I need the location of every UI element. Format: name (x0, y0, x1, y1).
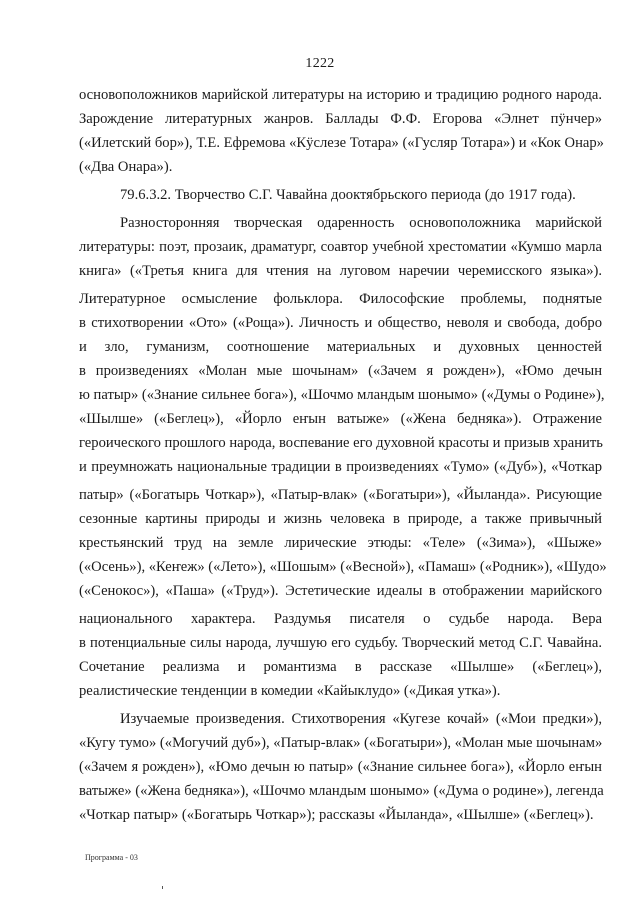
text-line: реалистические тенденции в комедии «Кайыклудо» («Дикая утка»). (79, 683, 501, 699)
text-line: национального характера. Раздумья писателя о судьбе народа. Вера (79, 611, 602, 627)
text-line: Сочетание реализма и романтизма в рассказе «Шылше» («Беглец»), (79, 659, 602, 675)
text-line: крестьянский труд на земле лирические этюды: «Теле» («Зима»), «Шыже» (79, 535, 602, 551)
text-line: Изучаемые произведения. Стихотворения «Кугезе кочай» («Мои предки»), (120, 711, 602, 727)
text-line: в произведениях «Молан мые шочынам» («Зачем я рожден»), «Юмо дечын (79, 363, 602, 379)
page-number: 1222 (305, 56, 335, 71)
text-line: ватыже» («Жена бедняка»), «Шочмо мландым шонымо» («Дума о родине»), легенда (79, 783, 604, 799)
text-line: в стихотворении «Ото» («Роща»). Личность и общество, неволя и свобода, добро (79, 315, 602, 331)
text-line: основоположников марийской литературы на историю и традицию родного народа. (79, 87, 602, 103)
text-line: книга» («Третья книга для чтения на луговом наречии черемисского языка»). (79, 263, 602, 279)
text-line: («Сенокос»), «Паша» («Труд»). Эстетические идеалы в отображении марийского (79, 583, 602, 599)
text-line: «Шылше» («Беглец»), «Йорло еҥын ватыже» («Жена бедняка»). Отражение (79, 411, 602, 427)
text-line: и зло, гуманизм, соотношение материальных и духовных ценностей (79, 339, 602, 355)
text-line: сезонные картины природы и жизнь человека в природе, а также привычный (79, 511, 602, 527)
text-line: («Два Онара»). (79, 159, 173, 175)
text-line: в потенциальные силы народа, лучшую его судьбу. Творческий метод С.Г. Чавайна. (79, 635, 602, 651)
footer-note: Программа - 03 (85, 853, 138, 862)
text-line: «Чоткар патыр» («Богатырь Чоткар»); рассказы «Йыланда», «Шылше» («Беглец»). (79, 807, 594, 823)
text-line: Зарождение литературных жанров. Баллады Ф.Ф. Егорова «Элнет пӱнчер» (79, 111, 602, 127)
scan-speck (162, 886, 163, 889)
text-line: «Кугу тумо» («Могучий дуб»), «Патыр-влак» («Богатыри»), «Молан мые шочынам» (79, 735, 603, 751)
text-line: ю патыр» («Знание сильнее бога»), «Шочмо мландым шонымо» («Думы о Родине»), (79, 387, 605, 403)
text-line: 79.6.3.2. Творчество С.Г. Чавайна дооктябрьского периода (до 1917 года). (120, 187, 576, 203)
text-line: патыр» («Богатырь Чоткар»), «Патыр-влак» («Богатыри»), «Йыланда». Рисующие (79, 487, 602, 503)
text-line: и преумножать национальные традиции в произведениях «Тумо» («Дуб»), «Чоткар (79, 459, 602, 475)
text-line: литературы: поэт, прозаик, драматург, соавтор учебной хрестоматии «Кумшо марла (79, 239, 602, 255)
text-line: Разносторонняя творческая одаренность основоположника марийской (120, 215, 602, 231)
text-line: героического прошлого народа, воспевание его духовной красоты и призыв хранить (79, 435, 603, 451)
text-line: Литературное осмысление фольклора. Философские проблемы, поднятые (79, 291, 602, 307)
text-line: («Зачем я рожден»), «Юмо дечын ю патыр» («Знание сильнее бога»), «Йорло еҥын (79, 759, 602, 775)
text-line: («Осень»), «Кеҥеж» («Лето»), «Шошым» («Весной»), «Памаш» («Родник»), «Шудо» (79, 559, 607, 575)
text-line: («Илетский бор»), Т.Е. Ефремова «Кӱслезе Тотара» («Гусляр Тотара») и «Кок Онар» (79, 135, 604, 151)
